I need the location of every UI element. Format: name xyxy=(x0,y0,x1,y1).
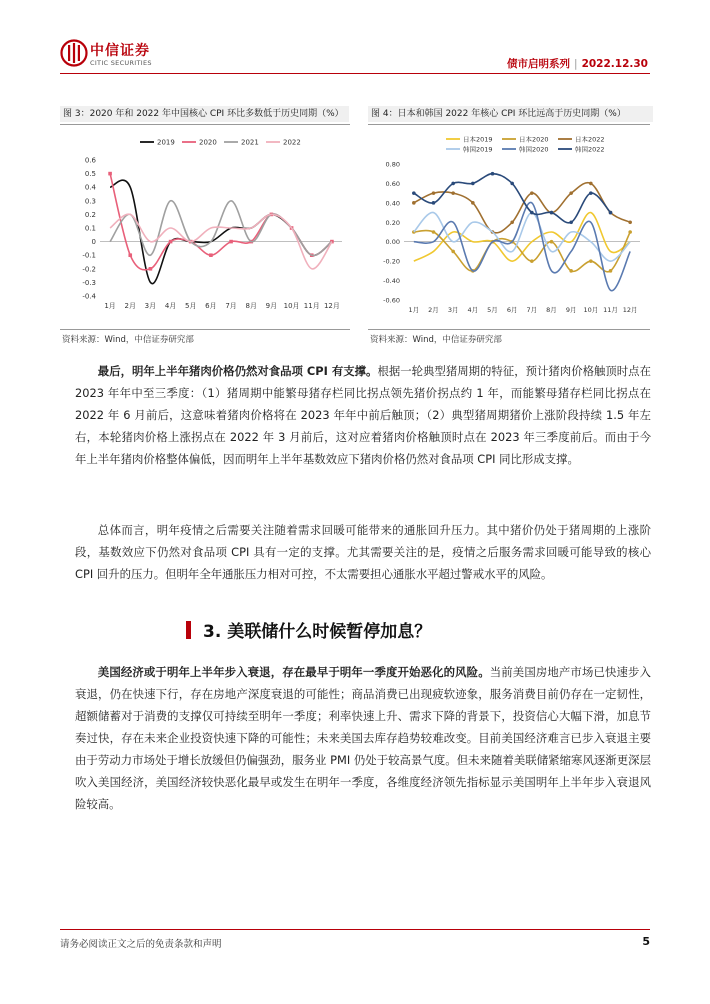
paragraph-lead: 美国经济或于明年上半年步入衰退，存在最早于明年一季度开始恶化的风险。 xyxy=(97,665,490,679)
series-point-2020 xyxy=(229,240,233,244)
footer-disclaimer: 请务必阅读正文之后的免责条款和声明 xyxy=(60,939,222,950)
legend-label: 韩国2022 xyxy=(575,145,605,154)
legend-label: 韩国2020 xyxy=(519,145,549,154)
section-number: 3. xyxy=(203,622,222,642)
series-point-日本2020 xyxy=(609,269,613,273)
paragraph-lead: 最后，明年上半年猪肉价格仍然对食品项 CPI 有支撑。 xyxy=(97,364,378,378)
figure-3-top-rule xyxy=(60,124,350,125)
series-point-日本2020 xyxy=(451,250,455,254)
y-tick-label: 0.6 xyxy=(84,156,96,165)
series-point-韩国2022 xyxy=(432,201,436,205)
paragraph-body: 总体而言，明年疫情之后需要关注随着需求回暖可能带来的通胀回升压力。其中猪价仍处于猪周期的上涨阶段，基数效应下仍然对食品项 CPI 具有一定的支撑。尤其需要关注的是，疫情之后服务需求回暖可能导致的核心 CPI 回升的压力。但明年全年通胀压力相对可控，不太需要担心通胀水平超过警戒水平的风险。 xyxy=(75,523,651,581)
series-point-2020 xyxy=(108,172,112,176)
y-tick-label: 0.1 xyxy=(84,224,96,233)
y-tick-label: 0.60 xyxy=(385,179,400,188)
legend-label: 韩国2019 xyxy=(463,145,493,154)
legend-label: 2021 xyxy=(241,138,259,147)
series-point-2020 xyxy=(128,253,132,257)
series-point-韩国2022 xyxy=(530,211,534,215)
x-tick-label: 10月 xyxy=(283,302,300,310)
y-tick-label: -0.20 xyxy=(383,257,400,266)
legend-label: 日本2022 xyxy=(575,135,605,144)
figure-3-title: 图 3：2020 年和 2022 年中国核心 CPI 环比多数低于历史同期（%） xyxy=(60,106,349,122)
figure-3-chart xyxy=(60,128,350,326)
footer-divider xyxy=(60,929,650,930)
report-date: 2022.12.30 xyxy=(581,58,648,70)
x-tick-label: 12月 xyxy=(622,306,638,314)
x-tick-label: 5月 xyxy=(487,306,498,314)
series-point-韩国2022 xyxy=(451,182,455,186)
series-point-韩国2022 xyxy=(589,191,593,195)
series-point-韩国2022 xyxy=(569,220,573,224)
paragraph-summary xyxy=(75,519,651,585)
section-title-text: 美联储什么时候暂停加息？ xyxy=(227,622,432,642)
page-number: 5 xyxy=(642,935,650,948)
legend-label: 日本2019 xyxy=(463,135,493,144)
series-point-2020 xyxy=(169,240,173,244)
y-tick-label: -0.4 xyxy=(82,292,96,301)
series-line-韩国2022 xyxy=(414,174,611,223)
logo-text-en: CITIC SECURITIES xyxy=(90,59,152,67)
series-point-日本2020 xyxy=(432,230,436,234)
legend-label: 2022 xyxy=(283,138,301,147)
x-tick-label: 4月 xyxy=(467,306,479,314)
series-point-日本2022 xyxy=(510,220,514,224)
citic-logo-icon xyxy=(60,38,88,68)
section-marker xyxy=(186,621,191,639)
y-tick-label: 0.5 xyxy=(84,170,96,179)
series-point-日本2022 xyxy=(451,191,455,195)
paragraph-us-economy xyxy=(75,661,651,815)
series-point-日本2020 xyxy=(589,259,593,263)
x-tick-label: 5月 xyxy=(185,302,197,310)
x-tick-label: 2月 xyxy=(428,306,439,314)
figure-3-source: 资料来源：Wind，中信证券研究部 xyxy=(62,335,194,345)
legend-label: 2020 xyxy=(199,138,217,147)
series-point-韩国2022 xyxy=(412,191,416,195)
series-point-韩国2022 xyxy=(491,172,495,176)
y-tick-label: 0.80 xyxy=(385,160,400,169)
y-tick-label: 0.2 xyxy=(84,210,96,219)
figure-4-top-rule xyxy=(368,124,650,125)
y-tick-label: -0.1 xyxy=(82,251,96,260)
figure-4-chart xyxy=(368,128,650,326)
x-tick-label: 8月 xyxy=(546,306,557,314)
series-point-2020 xyxy=(209,253,213,257)
report-series: 债市启明系列 xyxy=(507,58,571,70)
figure-3-bottom-rule xyxy=(60,329,350,330)
paragraph-body: 根据一轮典型猪周期的特征，预计猪肉价格触顶时点在 2023 年年中至三季度：（1）猪周期中能繁母猪存栏同比拐点领先猪价拐点约 1 年，而能繁母猪存栏同比拐点在 2022 年 6 月前后，这意味着猪肉价格将在 2023 年年中前后触顶；（2）典型猪周期猪价上涨阶段持续 1.5 年左右，本轮猪肉价格上涨拐点在 2022 年 3 月前后，这对应着猪肉价格触顶时点在 2023 年三季度前后。而由于今年上半年猪肉价格整体偏低，因而明年上半年基数效应下猪肉价格仍然对食品项 CPI 同比形成支撑。 xyxy=(75,364,651,466)
x-tick-label: 3月 xyxy=(144,302,157,310)
x-tick-label: 10月 xyxy=(583,306,599,314)
x-tick-label: 11月 xyxy=(303,302,320,310)
x-tick-label: 7月 xyxy=(225,302,237,310)
header-divider xyxy=(60,73,650,74)
series-point-日本2022 xyxy=(569,191,573,195)
x-tick-label: 9月 xyxy=(265,302,278,310)
logo-text-cn: 中信证券 xyxy=(90,43,150,59)
series-line-韩国2020 xyxy=(414,202,630,290)
y-tick-label: -0.40 xyxy=(383,277,400,286)
y-tick-label: 0.40 xyxy=(385,199,400,208)
series-point-韩国2022 xyxy=(510,182,514,186)
figure-4-source: 资料来源：Wind，中信证券研究部 xyxy=(370,335,502,345)
y-tick-label: 0.00 xyxy=(385,238,400,247)
series-point-日本2022 xyxy=(412,201,416,205)
legend-label: 2019 xyxy=(157,138,175,147)
x-tick-label: 2月 xyxy=(124,302,136,310)
y-tick-label: 0.20 xyxy=(385,218,400,227)
series-point-2020 xyxy=(149,267,153,271)
x-tick-label: 7月 xyxy=(526,306,538,314)
y-tick-label: -0.60 xyxy=(383,296,400,305)
series-point-日本2020 xyxy=(569,269,573,273)
legend-label: 日本2020 xyxy=(519,135,549,144)
x-tick-label: 3月 xyxy=(447,306,459,314)
series-point-日本2020 xyxy=(628,230,632,234)
figure-4-title: 图 4：日本和韩国 2022 年核心 CPI 环比远高于历史同期（%） xyxy=(368,106,653,122)
paragraph-pork-price xyxy=(75,360,651,470)
series-point-日本2020 xyxy=(550,240,554,244)
x-tick-label: 6月 xyxy=(205,302,217,310)
series-point-日本2022 xyxy=(628,220,632,224)
y-tick-label: 0.3 xyxy=(84,197,96,206)
series-point-韩国2022 xyxy=(550,211,554,215)
series-point-日本2022 xyxy=(530,191,534,195)
x-tick-label: 1月 xyxy=(408,306,420,314)
y-tick-label: -0.3 xyxy=(82,278,96,287)
x-tick-label: 8月 xyxy=(245,302,257,310)
y-tick-label: -0.2 xyxy=(82,265,96,274)
figure-4-bottom-rule xyxy=(368,329,650,330)
x-tick-label: 12月 xyxy=(323,302,340,310)
series-line-2021 xyxy=(110,201,332,256)
x-tick-label: 6月 xyxy=(506,306,518,314)
x-tick-label: 1月 xyxy=(104,302,116,310)
series-point-日本2022 xyxy=(471,201,475,205)
section-heading xyxy=(203,617,431,642)
x-tick-label: 4月 xyxy=(164,302,177,310)
x-tick-label: 9月 xyxy=(565,306,577,314)
paragraph-body: 当前美国房地产市场已快速步入衰退，仍在快速下行，存在房地产深度衰退的可能性；商品消费已出现疲软迹象，服务消费目前仍存在一定韧性，超额储蓄对于消费的支撑仅可持续至明年一季度；利率快速上升、需求下降的背景下，投资信心大幅下滑，加息节奏过快，存在未来企业投资快速下降的可能性；未来美国去库存趋势较难改变。目前美国经济难言已步入衰退主要由于劳动力市场处于增长放缓但仍偏强劲，服务业 PMI 仍处于较高景气度。但未来随着美联储紧缩寒风逐渐更深层吹入美国经济，美国经济较快恶化最早或发生在明年一季度，各维度经济领先指标显示美国明年上半年步入衰退风险较高。 xyxy=(75,665,651,811)
series-point-日本2022 xyxy=(432,191,436,195)
series-point-日本2022 xyxy=(589,182,593,186)
y-tick-label: 0.4 xyxy=(84,183,96,192)
header-series-date: 债市启明系列 | 2022.12.30 xyxy=(507,58,648,70)
series-point-韩国2022 xyxy=(609,211,613,215)
y-tick-label: 0 xyxy=(91,238,96,247)
x-tick-label: 11月 xyxy=(603,306,618,314)
series-point-日本2020 xyxy=(530,259,534,263)
series-point-韩国2022 xyxy=(471,182,475,186)
